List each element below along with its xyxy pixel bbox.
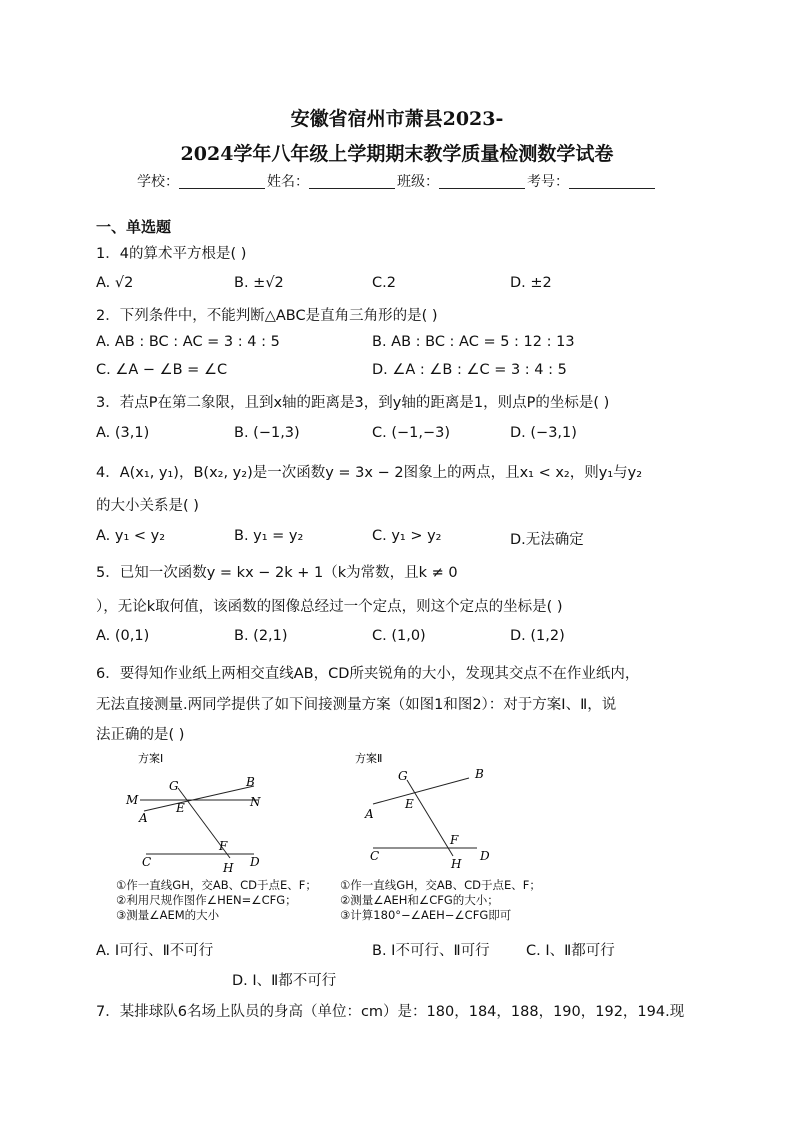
figure-plan-1 [120,748,280,878]
name-label: 姓名： [267,174,309,190]
q7-stem: 7．某排球队6名场上队员的身高（单位：cm）是：180，184，188，190，192，194.现 [96,1004,685,1020]
q4-option-c[interactable]: C. y₁ > y₂ [372,528,442,544]
fig1-point-m: M [126,793,139,807]
q5-option-c[interactable]: C. (1,0) [372,628,426,644]
q5-stem: 5．已知一次函数y = kx − 2k + 1（k为常数，且k ≠ 0 [96,565,458,581]
fig2-point-d: D [480,849,490,863]
fig2-label: 方案Ⅱ [355,752,383,765]
school-blank[interactable] [179,174,265,189]
q6-stem-line2: 无法直接测量.两同学提供了如下间接测量方案（如图1和图2）：对于方案Ⅰ、Ⅱ，说 [96,697,617,713]
fig1-point-h: H [223,861,234,875]
school-label: 学校： [137,174,179,190]
q6-option-d[interactable]: D. Ⅰ、Ⅱ都不可行 [232,973,337,989]
exam-title-line2: 2024学年八年级上学期期末教学质量检测数学试卷 [180,143,614,165]
q1-option-d[interactable]: D. ±2 [510,275,552,291]
fig2-point-g: G [398,769,408,783]
fig1-step-1: ①作一直线GH，交AB、CD于点E、F； [116,878,317,892]
q3-option-a[interactable]: A. (3,1) [96,425,150,441]
q1-stem: 1．4的算术平方根是( ) [96,246,247,262]
q1-option-b[interactable]: B. ±√2 [234,275,284,291]
q4-stem: 4．A(x₁, y₁)，B(x₂, y₂)是一次函数y = 3x − 2图象上的两点，且x₁ < x₂，则y₁与y₂ [96,465,643,481]
fig2-point-f: F [450,833,459,847]
q4-option-d[interactable]: D.无法确定 [510,532,584,548]
q2-option-c[interactable]: C. ∠A − ∠B = ∠C [96,362,228,378]
fig1-point-a: A [139,811,148,825]
q5-option-b[interactable]: B. (2,1) [234,628,288,644]
class-label: 班级： [397,174,439,190]
q3-option-d[interactable]: D. (−3,1) [510,425,577,441]
fig1-point-d: D [250,855,260,869]
fig1-point-f: F [219,839,228,853]
q2-option-a[interactable]: A. AB : BC : AC = 3 : 4 : 5 [96,334,280,350]
fig1-point-b: B [246,775,255,789]
figure-plan-2 [345,748,505,878]
name-blank[interactable] [309,174,395,189]
q1-option-c[interactable]: C.2 [372,275,396,291]
fig1-step-2: ②利用尺规作图作∠HEN=∠CFG； [116,893,297,907]
q4-option-b[interactable]: B. y₁ = y₂ [234,528,304,544]
q4-option-a[interactable]: A. y₁ < y₂ [96,528,166,544]
q2-option-b[interactable]: B. AB : BC : AC = 5 : 12 : 13 [372,334,575,350]
fig1-line-ab [144,786,254,811]
fig1-point-e: E [176,801,185,815]
q3-option-b[interactable]: B. (−1,3) [234,425,300,441]
fig2-line-ab [373,778,469,804]
q4-stem-line2: 的大小关系是( ) [96,498,199,514]
fig2-step-3: ③计算180°−∠AEH−∠CFG即可 [340,908,512,922]
fig2-point-b: B [475,767,484,781]
q6-option-c[interactable]: C. Ⅰ、Ⅱ都可行 [526,943,615,959]
q5-option-d[interactable]: D. (1,2) [510,628,565,644]
q6-stem: 6．要得知作业纸上两相交直线AB，CD所夹锐角的大小，发现其交点不在作业纸内， [96,666,640,682]
fig2-step-2: ②测量∠AEH和∠CFG的大小； [340,893,499,907]
q3-option-c[interactable]: C. (−1,−3) [372,425,451,441]
student-info-row [0,171,794,191]
fig2-point-c: C [370,849,380,863]
class-blank[interactable] [439,174,525,189]
q2-stem: 2．下列条件中，不能判断△ABC是直角三角形的是( ) [96,308,438,324]
fig2-caption [340,878,541,923]
section-title: 一、单选题 [96,218,172,236]
exam-no-blank[interactable] [569,174,655,189]
fig1-point-g: G [169,779,179,793]
exam-title-line1: 安徽省宿州市萧县2023- [290,108,504,130]
q3-stem: 3．若点P在第二象限，且到x轴的距离是3，到y轴的距离是1，则点P的坐标是( ) [96,395,610,411]
q6-stem-line3: 法正确的是( ) [96,727,185,743]
fig2-point-a: A [365,807,374,821]
fig1-point-c: C [142,855,152,869]
fig2-point-e: E [405,797,414,811]
q6-option-a[interactable]: A. Ⅰ可行、Ⅱ不可行 [96,943,214,959]
q5-stem-line2: ），无论k取何值，该函数的图像总经过一个定点，则这个定点的坐标是( ) [96,599,563,615]
q5-option-a[interactable]: A. (0,1) [96,628,150,644]
fig2-step-1: ①作一直线GH，交AB、CD于点E、F； [340,878,541,892]
fig1-point-n: N [250,795,261,809]
fig1-caption [116,878,317,923]
fig1-label: 方案Ⅰ [138,752,164,765]
exam-no-label: 考号： [527,174,569,190]
fig2-line-gh [407,780,453,856]
fig2-point-h: H [451,857,462,871]
q6-option-b[interactable]: B. Ⅰ不可行、Ⅱ可行 [372,943,490,959]
fig1-step-3: ③测量∠AEM的大小 [116,908,220,922]
q2-option-d[interactable]: D. ∠A : ∠B : ∠C = 3 : 4 : 5 [372,362,567,378]
q1-option-a[interactable]: A. √2 [96,275,134,291]
